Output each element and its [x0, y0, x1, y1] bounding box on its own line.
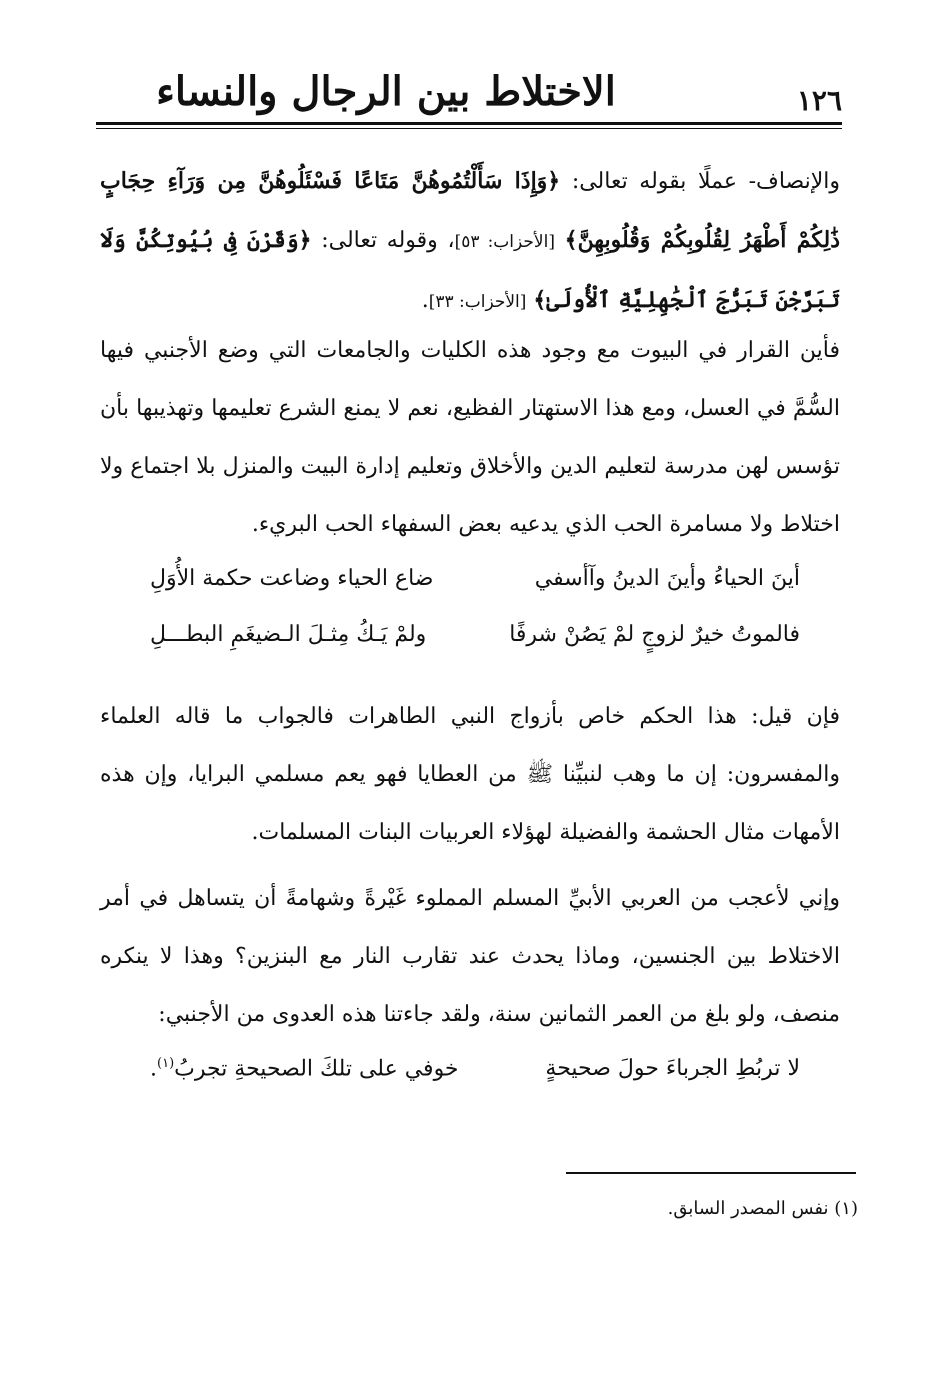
- verse-reference-2: [الأحزاب: ٣٣]: [428, 292, 527, 312]
- page-number: ١٢٦: [796, 84, 842, 117]
- quran-verse-1: ﴿وَإِذَا سَأَلْتُمُوهُنَّ مَتَاعًا فَسْئَلُوهُنَّ مِن وَرَآءِ حِجَابٍ ذَٰلِكُمْ أَطْهَرُ لِقُلُوبِكُمْ وَقُلُوبِهِنَّ﴾: [100, 168, 840, 253]
- poem-verse-1: [150, 558, 800, 608]
- poem-hemistich-first: فالموتُ خيرٌ لزوجٍ لمْ يَصُنْ شرفًا: [509, 622, 800, 647]
- page-header: [96, 60, 842, 132]
- poem-hemistich-first: لا تربُطِ الجرباءَ حولَ صحيحةٍ: [545, 1056, 800, 1081]
- poem-verse-2: [150, 614, 800, 664]
- poem-verse-3: [150, 1048, 800, 1098]
- poem-hemistich-second: ولمْ يَـكُ مِثـلَ الـضيغَمِ البطـــلِ: [150, 622, 427, 647]
- paragraph-2: فأين القرار في البيوت مع وجود هذه الكليات والجامعات التي وضع الأجنبي فيها السُّمَّ في العسل، ومع هذا الاستهتار الفظيع، نعم لا يمنع الشرع تعليمها وتهذيبها بأن تؤسس لهن مدرسة لتعليم الدين والأخلاق وتعليم إدارة البيت والمنزل بلا اجتماع ولا اختلاط ولا مسامرة الحب الذي يدعيه بعض السفهاء الحب البريء.: [100, 338, 840, 537]
- footnote-separator: [566, 1172, 856, 1174]
- intro-text: والإنصاف- عملًا بقوله تعالى:: [571, 169, 841, 194]
- paragraph-4: وإني لأعجب من العربي الأبيِّ المسلم المملوء غَيْرةً وشهامةً أن يتساهل في أمر الاختلاط بين الجنسين، وماذا يحدث عند تقارب النار مع البنزين؟ وهذا لا ينكره منصف، ولو بلغ من العمر الثمانين سنة، ولقد جاءتنا هذه العدوى من الأجنبي:: [100, 886, 840, 1027]
- verse-end: .: [150, 1056, 157, 1082]
- paragraph-3: فإن قيل: هذا الحكم خاص بأزواج النبي الطاهرات فالجواب ما قاله العلماء والمفسرون: إن ما وهب لنبيِّنا ﷺ من العطايا فهو يعم مسلمي البرايا، وإن هذه الأمهات مثال الحشمة والفضيلة لهؤلاء العربيات البنات المسلمات.: [100, 704, 840, 845]
- poem-hemistich-second: [150, 1056, 459, 1081]
- hemistich-text: خوفي على تلكَ الصحيحةِ تجربُ: [174, 1056, 459, 1082]
- header-rule: [96, 122, 842, 125]
- footnote-marker: (١): [157, 1056, 175, 1071]
- poem-hemistich-first: أينَ الحياءُ وأينَ الدينُ وآأسفي: [534, 566, 800, 591]
- running-title: الاختلاط بين الرجال والنساء: [156, 68, 616, 115]
- paragraph-quran-citation: [100, 152, 840, 331]
- poem-hemistich-second: ضاع الحياء وضاعت حكمة الأُوَلِ: [150, 566, 434, 591]
- verse-reference-1: [الأحزاب: ٥٣]: [454, 232, 555, 252]
- footnote: (١) نفس المصدر السابق.: [667, 1198, 858, 1219]
- sentence-end: .: [421, 288, 429, 313]
- quran-verse-2: ﴿وَقَرْنَ فِى بُيُوتِكُنَّ وَلَا تَبَرَّجْنَ تَبَرُّجَ ٱلْجَٰهِلِيَّةِ ٱلْأُولَىٰ﴾: [100, 227, 840, 313]
- header-rule-thin: [96, 128, 842, 129]
- connector-text: ، وقوله تعالى:: [321, 228, 455, 253]
